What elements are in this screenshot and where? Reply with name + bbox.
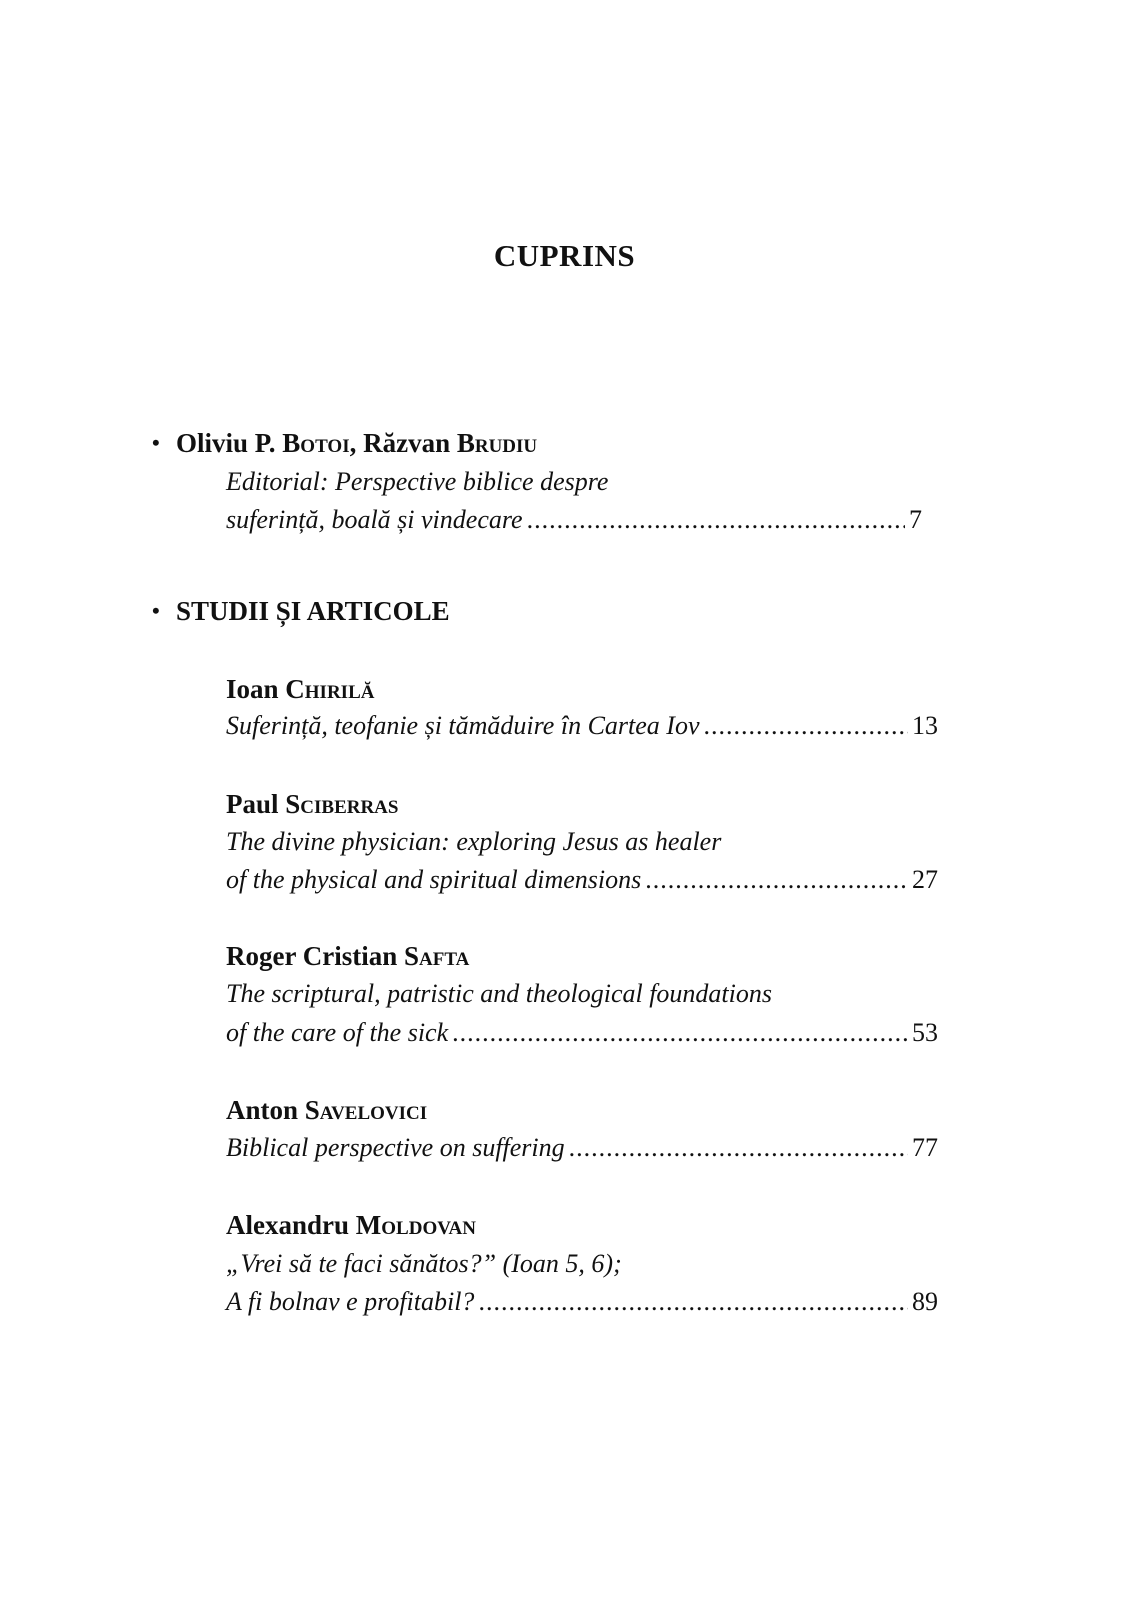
editorial-toc-line[interactable] [226, 505, 922, 539]
entry-author [226, 674, 374, 705]
entry-author [226, 1095, 427, 1126]
leader-dots [645, 865, 908, 895]
page-number: 89 [912, 1287, 938, 1316]
leader-dots [452, 1018, 908, 1048]
entry-title-line1: The divine physician: exploring Jesus as healer [226, 827, 722, 856]
bullet-icon: • [152, 430, 160, 455]
author2-last: Brudiu [456, 428, 538, 458]
author-first: Ioan [226, 674, 286, 704]
page-number: 27 [912, 865, 938, 894]
entry-toc-line[interactable] [226, 711, 938, 745]
author-first: Oliviu P. [176, 428, 283, 458]
author-last: Savelovici [304, 1095, 428, 1125]
entry-title-line1: „Vrei să te faci sănătos?” (Ioan 5, 6); [226, 1249, 622, 1278]
entry-toc-line[interactable] [226, 1133, 938, 1167]
author-separator: , [349, 428, 364, 458]
entry-title-line2: A fi bolnav e profitabil? [226, 1287, 475, 1316]
section-heading [152, 596, 450, 627]
page-number: 7 [909, 505, 922, 534]
author-last: Safta [403, 941, 470, 971]
leader-dots [569, 1133, 908, 1163]
leader-dots [703, 711, 908, 741]
author-last: Sciberras [285, 789, 399, 819]
entry-author [226, 1210, 476, 1241]
bullet-icon: • [152, 598, 160, 623]
author-first: Roger Cristian [226, 941, 404, 971]
entry-title: Biblical perspective on suffering [226, 1133, 565, 1162]
author-first: Alexandru [226, 1210, 356, 1240]
page-number: 77 [912, 1133, 938, 1162]
entry-author [226, 789, 398, 820]
page-title: CUPRINS [493, 238, 636, 273]
leader-dots [478, 1287, 908, 1317]
section-label: STUDII ȘI ARTICOLE [176, 596, 450, 626]
entry-title-line2: of the physical and spiritual dimensions [226, 865, 642, 894]
entry-toc-line[interactable] [226, 1287, 938, 1321]
leader-dots [527, 505, 905, 535]
editorial-title-line1: Editorial: Perspective biblice despre [226, 467, 609, 496]
page-number: 13 [912, 711, 938, 740]
page-number: 53 [912, 1018, 938, 1047]
entry-toc-line[interactable] [226, 1018, 938, 1052]
author2-first: Răzvan [363, 428, 457, 458]
editorial-authors [152, 428, 537, 459]
author-first: Paul [226, 789, 286, 819]
entry-title: Suferință, teofanie și tămăduire în Cartea Iov [226, 711, 700, 740]
entry-title-line2: of the care of the sick [226, 1018, 449, 1047]
entry-title-line1: The scriptural, patristic and theological foundations [226, 979, 772, 1008]
author-first: Anton [226, 1095, 305, 1125]
entry-toc-line[interactable] [226, 865, 938, 899]
author-last: Moldovan [355, 1210, 476, 1240]
entry-author [226, 941, 469, 972]
editorial-title-line2: suferință, boală și vindecare [226, 505, 523, 534]
author-last: Botoi [282, 428, 350, 458]
author-last: Chirilă [285, 674, 375, 704]
